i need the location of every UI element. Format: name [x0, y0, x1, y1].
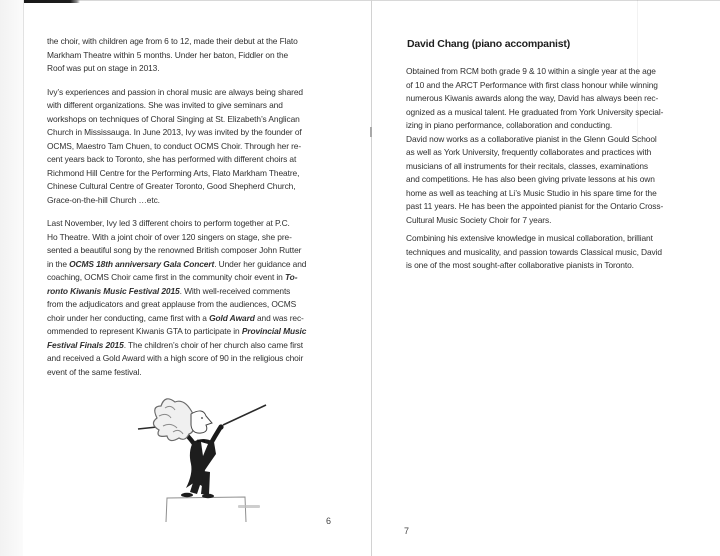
text-line: [47, 99, 333, 113]
illustration-credit-smudge: [238, 505, 260, 508]
text-run: home as well as teaching at Li’s Music Studio in his spare time for the: [406, 187, 657, 198]
bold-italic-run: Festival Finals 2015: [47, 339, 124, 350]
text-line: [47, 126, 333, 140]
text-line: [406, 92, 694, 106]
eye: [201, 417, 203, 419]
text-line: [47, 217, 333, 231]
conductor-cartoon-illustration: [135, 392, 310, 523]
text-run: Markham Theatre within 5 months. Under her baton, Fiddler on the: [47, 49, 289, 60]
right-baton: [223, 405, 266, 425]
text-run: with different organizations. She was invited to give seminars and: [47, 100, 283, 110]
text-line: [406, 146, 694, 160]
text-line: [47, 180, 333, 194]
text-run: Richmond Hill Centre for the Performing Arts, Flato Markham Theatre,: [47, 167, 300, 178]
text-run: Ho Theatre. With a joint choir of over 120 singers on stage, she pre-: [47, 231, 292, 242]
text-run: past 11 years. He has been the appointed pianist for the Ontario Cross-: [406, 201, 664, 211]
scan-left-margin-band: [0, 0, 23, 556]
paragraph: [406, 65, 694, 227]
text-run: Last November, Ivy led 3 different choirs to perform together at P.C.: [47, 218, 290, 228]
right-foot: [202, 494, 214, 498]
text-run: Grace-on-the-hill Church …etc.: [47, 194, 160, 205]
text-run: izing in piano performance, collaboration and conducting.: [406, 120, 613, 130]
page-fold-tick: [370, 127, 372, 137]
text-line: [406, 106, 694, 120]
face-profile: [191, 411, 212, 433]
text-run: in the: [47, 258, 70, 269]
text-run: Church in Mississauga. In June 2013, Ivy was invited by the founder of: [47, 127, 302, 137]
text-line: [47, 86, 333, 100]
text-run: ognized as a musical talent. He graduated from York University special-: [406, 106, 664, 117]
text-run: . Under her guidance and: [214, 258, 307, 269]
left-text-column: [47, 35, 333, 379]
text-line: [406, 160, 694, 174]
text-line: [406, 214, 694, 228]
page-number-right: 7: [404, 526, 410, 536]
right-hand: [218, 424, 223, 429]
text-run: . With well-received comments: [179, 285, 291, 296]
podium-outline: [166, 497, 246, 522]
text-run: Roof was put on stage in 2013.: [47, 63, 160, 73]
text-run: numerous Kiwanis awards along the way, David has always been rec-: [406, 93, 659, 103]
text-run: musicians of all instruments for their recitals, classes, examinations: [406, 160, 649, 171]
text-run: from the adjudicators and great applause from the audiences, OCMS: [47, 299, 297, 309]
text-run: coaching, OCMS Choir came first in the community choir event in: [47, 272, 285, 282]
text-line: [47, 194, 333, 208]
text-run: . The children’s choir of her church also came first: [123, 339, 303, 350]
bold-italic-run: Gold Award: [209, 312, 255, 323]
text-run: David now works as a collaborative pianist in the Glenn Gould School: [406, 133, 657, 144]
text-run: techniques and musicality, and passion towards Classical music, David: [406, 246, 662, 257]
text-line: [47, 49, 333, 63]
text-line: [47, 352, 333, 366]
text-line: [47, 271, 333, 285]
page-fold-line: [371, 0, 372, 556]
text-run: Obtained from RCM both grade 9 & 10 within a single year at the age: [406, 66, 656, 76]
text-line: [47, 167, 333, 181]
text-line: [406, 200, 694, 214]
text-run: cent years back to Toronto, she has performed with different choirs at: [47, 154, 297, 164]
text-line: [47, 113, 333, 127]
text-line: [47, 153, 333, 167]
text-run: of 10 and the ARCT Performance with first class honour while winning: [406, 79, 658, 90]
text-line: [406, 79, 694, 93]
bold-italic-run: ronto Kiwanis Music Festival 2015: [47, 285, 180, 296]
paragraph: [47, 86, 333, 208]
text-run: choir under her conducting, came first with a: [47, 312, 210, 323]
text-run: and competitions. He has also been giving private lessons at his own: [406, 174, 655, 184]
text-line: [47, 35, 333, 49]
text-line: [406, 259, 694, 273]
right-text-column: [406, 65, 694, 273]
paragraph: [47, 217, 333, 379]
scan-left-margin-line: [23, 0, 24, 500]
text-run: Combining his extensive knowledge in musical collaboration, brilliant: [406, 233, 653, 243]
text-line: [406, 173, 694, 187]
paragraph: [406, 232, 694, 273]
bold-italic-run: Provincial Music: [241, 326, 307, 336]
text-line: [47, 312, 333, 326]
text-run: and received a Gold Award with a high score of 90 in the religious choir: [47, 353, 304, 363]
text-line: [47, 62, 333, 76]
text-line: [47, 258, 333, 272]
bold-italic-run: OCMS 18th anniversary Gala Concert: [69, 258, 215, 269]
text-line: [406, 65, 694, 79]
text-run: is one of the most sought-after collaborative pianists in Toronto.: [406, 260, 634, 270]
text-run: the choir, with children age from 6 to 12, made their debut at the Flato: [47, 36, 298, 46]
text-run: and was rec-: [254, 312, 304, 323]
page-number-left: 6: [326, 516, 332, 526]
text-run: Ivy’s experiences and passion in choral music are always being shared: [47, 86, 303, 97]
text-line: [406, 187, 694, 201]
text-line: [47, 325, 333, 339]
text-line: [47, 244, 333, 258]
text-line: [406, 133, 694, 147]
text-line: [47, 366, 333, 380]
section-heading: David Chang (piano accompanist): [407, 38, 570, 50]
text-line: [47, 231, 333, 245]
scan-top-hairline: [0, 0, 720, 1]
text-run: as well as York University, frequently collaborates and practices with: [406, 147, 652, 157]
text-line: [47, 339, 333, 353]
bold-italic-run: To-: [284, 272, 298, 282]
text-line: [47, 140, 333, 154]
text-line: [47, 298, 333, 312]
left-foot: [181, 493, 193, 497]
text-run: event of the same festival.: [47, 366, 142, 377]
paragraph: [47, 35, 333, 76]
text-run: sented a beautiful song by the renowned British composer John Rutter: [47, 245, 302, 255]
text-line: [47, 285, 333, 299]
text-line: [406, 246, 694, 260]
text-run: workshops on techniques of Choral Singing at St. Elizabeth’s Anglican: [47, 113, 300, 124]
text-run: OCMS, Maestro Tam Chuen, to conduct OCMS Choir. Through her re-: [47, 140, 302, 151]
text-line: [406, 119, 694, 133]
text-run: ommended to represent Kiwanis GTA to participate in: [47, 326, 242, 336]
text-run: Cultural Music Society Choir for 7 years.: [406, 214, 552, 225]
text-run: Chinese Cultural Centre of Greater Toronto, Good Shepherd Church,: [47, 181, 296, 191]
text-line: [406, 232, 694, 246]
wild-hair: [153, 399, 193, 441]
